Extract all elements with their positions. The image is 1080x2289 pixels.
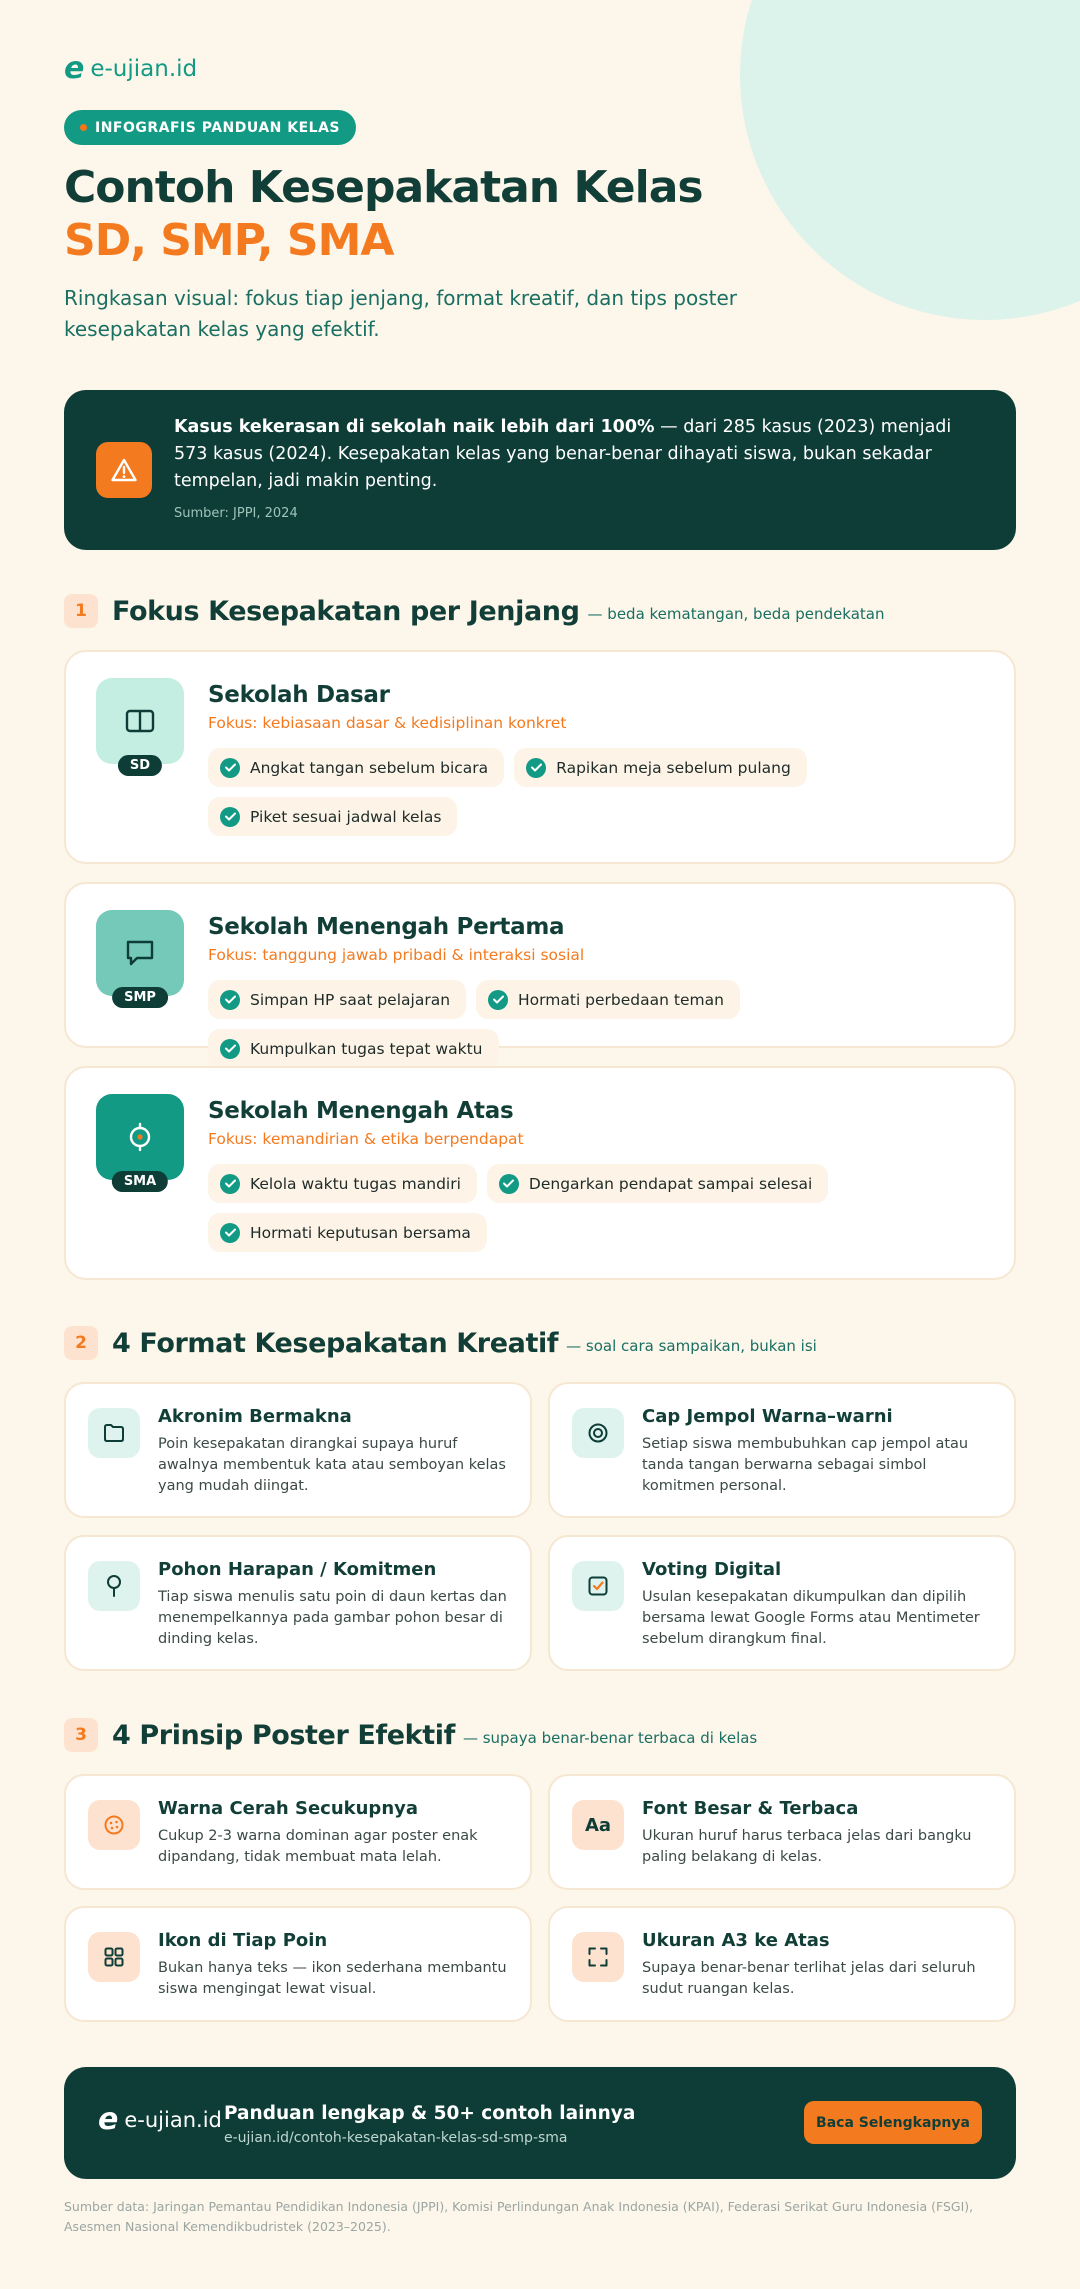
rule-chip — [208, 1029, 499, 1068]
rule-list — [208, 748, 988, 836]
rule-text: Piket sesuai jadwal kelas — [250, 807, 442, 826]
page-title: Contoh Kesepakatan Kelas — [64, 162, 703, 213]
rule-text: Rapikan meja sebelum pulang — [556, 758, 791, 777]
check-icon — [220, 1223, 240, 1243]
level-title: Sekolah Menengah Atas — [208, 1098, 514, 1124]
section-number: 1 — [64, 594, 98, 628]
compass-icon — [96, 1094, 184, 1189]
check-icon — [526, 758, 546, 778]
format-desc: Poin kesepakatan dirangkai supaya huruf awalnya membentuk kata atau semboyan kelas yang mudah diingat. — [158, 1436, 506, 1494]
section-tagline: — beda kematangan, beda pendekatan — [587, 605, 885, 623]
check-icon — [499, 1174, 519, 1194]
page-subtitle: Ringkasan visual: fokus tiap jenjang, format kreatif, dan tips poster kesepakatan kelas yang efektif. — [64, 286, 737, 341]
format-title: Cap Jempol Warna–warni — [642, 1406, 893, 1427]
format-title: Voting Digital — [642, 1559, 782, 1580]
format-card — [548, 1535, 1016, 1671]
section-title: 4 Format Kesepakatan Kreatif — [112, 1327, 559, 1359]
format-card — [548, 1382, 1016, 1518]
rule-chip — [514, 748, 807, 787]
format-card — [64, 1535, 532, 1671]
rule-chip — [476, 980, 740, 1019]
cta-logo — [98, 2102, 222, 2137]
principle-title: Font Besar & Terbaca — [642, 1798, 859, 1819]
rule-text: Angkat tangan sebelum bicara — [250, 758, 489, 777]
format-desc: Usulan kesepakatan dikumpulkan dan dipilih bersama lewat Google Forms atau Mentimeter sebelum dirangkum final. — [642, 1589, 980, 1647]
principle-card — [64, 1774, 532, 1890]
level-badge: SMA — [112, 1171, 168, 1192]
rule-list — [208, 1164, 988, 1252]
rule-text: Simpan HP saat pelajaran — [250, 990, 451, 1009]
rule-text: Dengarkan pendapat sampai selesai — [528, 1174, 813, 1193]
logo-mark: e — [98, 2102, 119, 2137]
cta-url[interactable]: e-ujian.id/contoh-kesepakatan-kelas-sd-smp-sma — [224, 2130, 568, 2146]
rule-text: Hormati perbedaan teman — [518, 990, 724, 1009]
format-title: Pohon Harapan / Komitmen — [158, 1559, 437, 1580]
principle-title: Ikon di Tiap Poin — [158, 1930, 328, 1951]
format-desc: Setiap siswa membubuhkan cap jempol atau tanda tangan berwarna sebagai simbol komitmen personal. — [642, 1436, 969, 1494]
principle-desc: Cukup 2-3 warna dominan agar poster enak dipandang, tidak membuat mata lelah. — [158, 1828, 478, 1865]
check-icon — [220, 807, 240, 827]
principle-desc: Bukan hanya teks — ikon sederhana membantu siswa mengingat lewat visual. — [158, 1960, 507, 1997]
section-tagline: — supaya benar-benar terbaca di kelas — [462, 1729, 758, 1747]
brand-logo[interactable] — [64, 51, 198, 86]
principle-title: Ukuran A3 ke Atas — [642, 1930, 830, 1951]
palette-icon — [88, 1800, 140, 1850]
section-number: 2 — [64, 1326, 98, 1360]
level-focus: Fokus: tanggung jawab pribadi & interaksi sosial — [208, 946, 585, 964]
alert-source: Sumber: JPPI, 2024 — [174, 506, 298, 521]
rule-chip — [208, 797, 457, 836]
rule-chip — [208, 1164, 477, 1203]
alert-text — [174, 414, 974, 495]
font-icon-label: Aa — [584, 1814, 612, 1836]
section-title: 4 Prinsip Poster Efektif — [112, 1719, 455, 1751]
rule-list — [208, 980, 988, 1068]
target-icon — [572, 1408, 624, 1458]
check-icon — [488, 990, 508, 1010]
level-card-sd — [64, 650, 1016, 864]
section-number: 3 — [64, 1718, 98, 1752]
rule-text: Kelola waktu tugas mandiri — [250, 1174, 461, 1193]
cta-banner — [64, 2067, 1016, 2179]
page-title-highlight: SD, SMP, SMA — [64, 215, 394, 266]
section-title: Fokus Kesepakatan per Jenjang — [112, 595, 580, 627]
statistic-alert — [64, 390, 1016, 550]
logo-text: e-ujian.id — [124, 2108, 222, 2132]
rule-chip — [208, 980, 466, 1019]
logo-mark: e — [64, 51, 85, 86]
format-title: Akronim Bermakna — [158, 1406, 352, 1427]
check-icon — [220, 1174, 240, 1194]
alert-highlight: Kasus kekerasan di sekolah naik lebih dari 100% — [174, 417, 655, 437]
principle-desc: Ukuran huruf harus terbaca jelas dari bangku paling belakang di kelas. — [642, 1828, 972, 1865]
section-header-levels — [64, 594, 884, 628]
check-icon — [220, 758, 240, 778]
level-title: Sekolah Dasar — [208, 682, 390, 708]
expand-icon — [572, 1932, 624, 1982]
section-header-formats — [64, 1326, 817, 1360]
check-icon — [220, 990, 240, 1010]
badge-label: INFOGRAFIS PANDUAN KELAS — [95, 119, 340, 136]
principle-card — [548, 1906, 1016, 2022]
level-focus: Fokus: kemandirian & etika berpendapat — [208, 1130, 524, 1148]
decorative-circle — [740, 0, 1080, 320]
category-badge — [64, 110, 356, 145]
level-badge: SMP — [112, 987, 168, 1008]
read-more-button[interactable]: Baca Selengkapnya — [804, 2101, 982, 2144]
level-card-sma — [64, 1066, 1016, 1280]
level-badge: SD — [118, 755, 162, 776]
font-icon — [572, 1800, 624, 1850]
checkbox-icon — [572, 1561, 624, 1611]
principle-card — [548, 1774, 1016, 1890]
tree-icon — [88, 1561, 140, 1611]
format-card — [64, 1382, 532, 1518]
book-icon — [96, 678, 184, 773]
rule-chip — [208, 1213, 487, 1252]
grid-icon — [88, 1932, 140, 1982]
level-focus: Fokus: kebiasaan dasar & kedisiplinan konkret — [208, 714, 567, 732]
rule-text: Kumpulkan tugas tepat waktu — [250, 1039, 483, 1058]
principle-desc: Supaya benar-benar terlihat jelas dari seluruh sudut ruangan kelas. — [642, 1960, 976, 1997]
alert-body: — dari 285 kasus (2023) menjadi 573 kasus (2024). Kesepakatan kelas yang benar-benar dihayati siswa, bukan sekadar tempelan, jadi makin penting. — [174, 417, 952, 491]
level-card-smp — [64, 882, 1016, 1058]
section-header-principles — [64, 1718, 757, 1752]
badge-dot — [80, 124, 87, 131]
logo-text: e-ujian.id — [90, 56, 198, 82]
principle-card — [64, 1906, 532, 2022]
check-icon — [220, 1039, 240, 1059]
rule-text: Hormati keputusan bersama — [250, 1223, 471, 1242]
cta-title: Panduan lengkap & 50+ contoh lainnya — [224, 2103, 636, 2124]
footer-sources: Sumber data: Jaringan Pemantau Pendidikan Indonesia (JPPI), Komisi Perlindungan Anak Indonesia (KPAI), Federasi Serikat Guru Indonesia (FSGI), Asesmen Nasional Kemendikbudristek (2023–2025). — [64, 2199, 974, 2234]
rule-chip — [487, 1164, 828, 1203]
section-tagline: — soal cara sampaikan, bukan isi — [566, 1337, 817, 1355]
warning-icon — [96, 442, 152, 498]
rule-chip — [208, 748, 504, 787]
level-title: Sekolah Menengah Pertama — [208, 914, 565, 940]
folder-icon — [88, 1408, 140, 1458]
principle-title: Warna Cerah Secukupnya — [158, 1798, 419, 1819]
format-desc: Tiap siswa menulis satu poin di daun kertas dan menempelkannya pada gambar pohon besar di dinding kelas. — [158, 1589, 507, 1647]
chat-icon — [96, 910, 184, 1005]
